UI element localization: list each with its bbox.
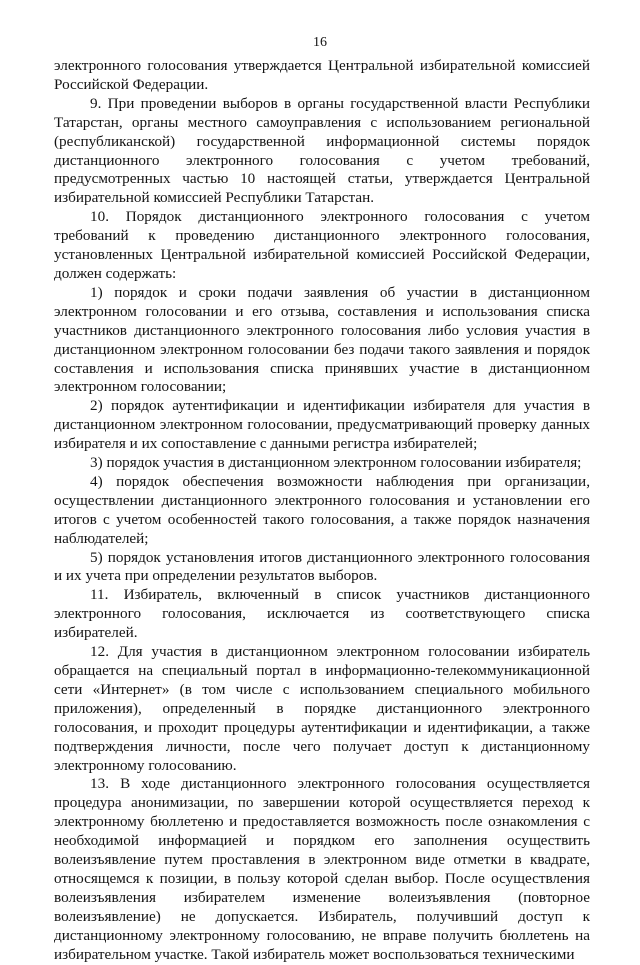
paragraph-subitem-5: 5) порядок установления итогов дистанционного электронного голосования и их учета при определении результатов выборов. [54, 548, 590, 585]
paragraph-item-11: 11. Избиратель, включенный в список участников дистанционного электронного голосования, исключается из соответствующего списка избирателей. [54, 586, 590, 642]
paragraph-subitem-1: 1) порядок и сроки подачи заявления об участии в дистанционном электронном голосовании и его отзыва, составления и использования списка участников дистанционного электронного голосования либо условия участия в дистанционном электронном голосовании без подачи такого заявления и порядок составления и использования списка принявших участие в дистанционном электронном голосовании; [54, 283, 590, 396]
document-body [54, 57, 590, 965]
paragraph-continuation: электронного голосования утверждается Центральной избирательной комиссией Российской Федерации. [54, 57, 590, 93]
paragraph-item-12: 12. Для участия в дистанционном электронном голосовании избиратель обращается на специальный портал в информационно-телекоммуникационной сети «Интернет» (в том числе с использованием специального мобильного приложения), определенный в порядке дистанционного электронного голосования, и проходит процедуры аутентификации и идентификации, а также подтверждения личности, после чего получает доступ к дистанционному электронному голосованию. [54, 643, 590, 774]
paragraph-item-9: 9. При проведении выборов в органы государственной власти Республики Татарстан, органы местного самоуправления с использованием региональной (республиканской) государственной информационной системы порядок дистанционного электронного голосования с учетом требований, предусмотренных частью 10 настоящей статьи, утверждается Центральной избирательной комиссией Республики Татарстан. [54, 94, 590, 207]
paragraph-subitem-3: 3) порядок участия в дистанционном электронном голосовании избирателя; [90, 454, 582, 472]
paragraph-subitem-4: 4) порядок обеспечения возможности наблюдения при организации, осуществлении дистанционного электронного голосования и установлении его итогов с учетом особенностей такого голосования, а также порядок назначения наблюдателей; [54, 472, 590, 547]
page-number: 16 [313, 35, 327, 50]
paragraph-item-13: 13. В ходе дистанционного электронного голосования осуществляется процедура анонимизации, по завершении которой осуществляется переход к электронному бюллетеню и предоставляется возможность после ознакомления с необходимой информацией и порядком его заполнения осуществить волеизъявление путем проставления в электронном виде отметки в квадрате, относящемся к позиции, в пользу которой сделан выбор. После осуществления волеизъявления избирателем изменение волеизъявления (повторное волеизъявление) не допускается. Избиратель, получивший доступ к дистанционному электронному голосованию, не вправе получить бюллетень на избирательном участке. Такой избиратель может воспользоваться техническими [54, 775, 590, 963]
paragraph-item-10: 10. Порядок дистанционного электронного голосования с учетом требований к проведению дистанционного электронного голосования, установленных Центральной избирательной комиссией Российской Федерации, должен содержать: [54, 208, 590, 282]
paragraph-subitem-2: 2) порядок аутентификации и идентификации избирателя для участия в дистанционном электронном голосовании, предусматривающий проверку данных избирателя и их сопоставление с данными регистра избирателей; [54, 397, 590, 453]
